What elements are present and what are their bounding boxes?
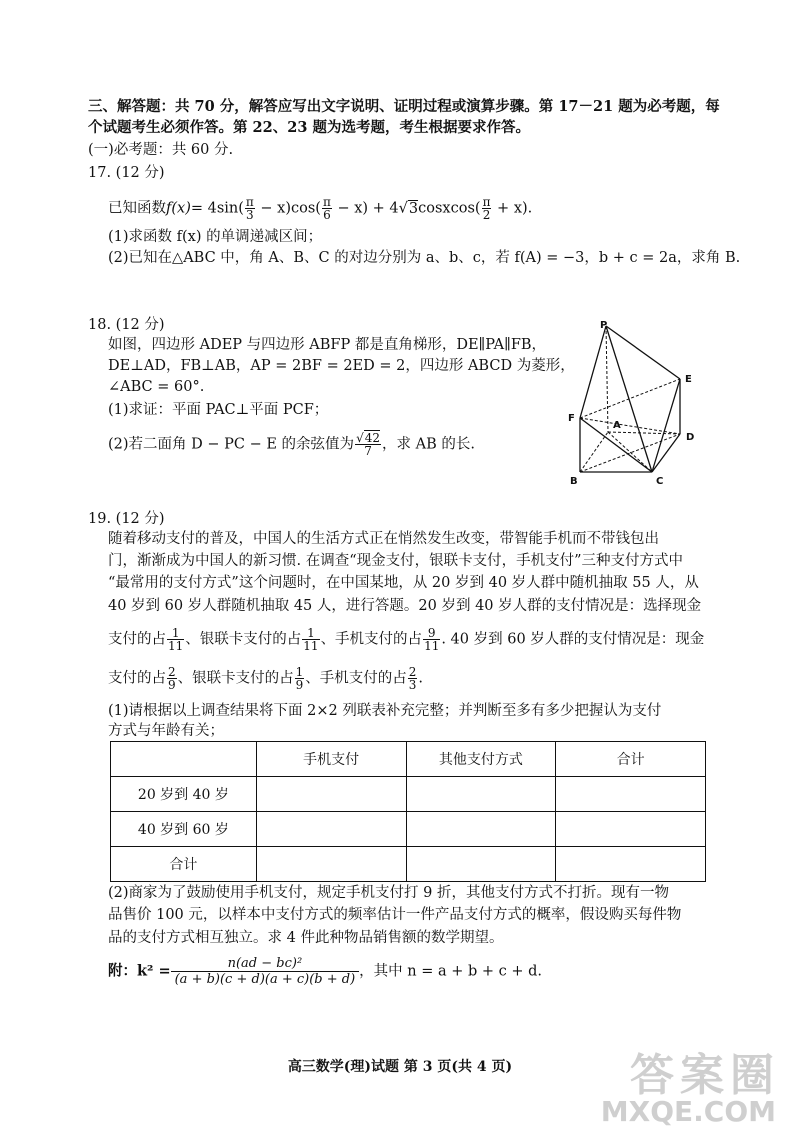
table-cell[interactable] <box>556 812 706 847</box>
q18-heading: 18. (12 分) <box>88 317 165 333</box>
label-A: A <box>613 420 621 431</box>
q17-eq-b: − x)cos( <box>255 200 321 217</box>
q17-sqrt3: 3 <box>408 200 419 217</box>
q19-formula <box>108 956 542 987</box>
q17-function: 已知函数f(x)= 4sin( $\frac{\pi}{3}$ − x)cos( $\frac{\pi}{6}$ − x) + 4√3cosxcos( $\frac{\pi}{2}$ + x). <box>108 195 533 222</box>
q17-eq-e: + x). <box>492 200 533 217</box>
table-header-cell: 手机支付 <box>256 742 406 777</box>
q19-part1-line2: 方式与年龄有关； <box>108 723 224 739</box>
q18-part2 <box>108 432 475 457</box>
q17-frac-pi-2: $\frac{\pi}{2}$ <box>482 195 491 222</box>
q18-line3: ∠ABC = 60°. <box>108 379 205 395</box>
q17-frac-pi-6: $\frac{\pi}{6}$ <box>322 195 331 222</box>
k-squared-fraction: $\frac{\text{n(ad − bc)²}}{(a + b)(c + d)(a + c)(b + d)}$ <box>171 956 360 987</box>
q17-heading: 17. (12 分) <box>88 165 165 181</box>
q18-part2-text-b: ，求 AB 的长. <box>382 436 475 453</box>
table-row <box>111 777 706 812</box>
q19-line6: 支付的占 $\frac{2}{9}$ 、银联卡支付的占 $\frac{1}{9}$ 、手机支付的占 $\frac{2}{3}$ . <box>108 665 424 692</box>
table-cell[interactable] <box>406 777 556 812</box>
q19-heading: 19. (12 分) <box>88 511 165 527</box>
watermark-url: MXQE.COM <box>600 1095 776 1128</box>
table-cell[interactable] <box>406 847 556 882</box>
edge-BA <box>580 432 608 472</box>
q19-part2-line3: 品的支付方式相互独立。求 4 件此种物品销售额的数学期望。 <box>108 930 504 946</box>
edge-PF <box>580 326 606 418</box>
q19-line5: 支付的占 $\frac{1}{11}$ 、银联卡支付的占 $\frac{1}{11}$ 、手机支付的占 $\frac{9}{11}$ . 40 岁到 60 岁人群的支付情况是：现金 <box>108 626 705 653</box>
label-B: B <box>570 476 578 487</box>
table-cell[interactable] <box>256 812 406 847</box>
q18-part2-text-a: (2)若二面角 D − PC − E 的余弦值为 <box>108 436 355 453</box>
edge-FE <box>580 379 680 418</box>
q19-line4: 40 岁到 60 岁人群随机抽取 45 人，进行答题。20 岁到 40 岁人群的支付情况是：选择现金 <box>108 598 702 614</box>
q18-line2: DE⊥AD，FB⊥AB，AP = 2BF = 2ED = 2，四边形 ABCD 为菱形， <box>108 358 575 374</box>
frac-9-11: $\frac{9}{11}$ <box>424 626 440 653</box>
label-E: E <box>685 374 692 385</box>
table-header-cell: 合计 <box>556 742 706 777</box>
label-P: P <box>600 320 608 331</box>
q18-cos-fraction: $\frac{√42}{7}$ <box>356 431 380 458</box>
table-cell[interactable] <box>556 847 706 882</box>
frac-1-11-b: $\frac{1}{11}$ <box>303 626 319 653</box>
q19-part1-line1: (1)请根据以上调查结果将下面 2×2 列联表补充完整；并判断至多有多少把握认为支付 <box>108 703 662 719</box>
q19-part2-line2: 品售价 100 元，以样本中支付方式的频率估计一件产品支付方式的概率，假设购买每件物 <box>108 907 682 923</box>
section-heading-line1: 三、解答题：共 70 分，解答应写出文字说明、证明过程或演算步骤。第 17－21 题为必考题，每 <box>88 98 720 115</box>
label-D: D <box>686 432 695 443</box>
q17-part2: (2)已知在△ABC 中，角 A、B、C 的对边分别为 a、b、c，若 f(A) = −3，b + c = 2a，求角 B. <box>108 250 741 266</box>
q19-part2-line1: (2)商家为了鼓励使用手机支付，规定手机支付打 9 折，其他支付方式不打折。现有一物 <box>108 885 669 901</box>
q17-given-text: 已知函数 <box>108 200 166 217</box>
q18-part1: (1)求证：平面 PAC⊥平面 PCF； <box>108 402 329 418</box>
q19-line2: 门，渐渐成为中国人的新习惯. 在调查“现金支付，银联卡支付，手机支付”三种支付方式中 <box>108 553 684 569</box>
watermark-logo <box>580 1039 790 1129</box>
q17-eq-c: − x) + 4 <box>332 200 399 217</box>
frac-2-9: $\frac{2}{9}$ <box>168 665 176 692</box>
table-header-cell <box>111 742 257 777</box>
q17-part1: (1)求函数 f(x) 的单调递减区间； <box>108 229 323 245</box>
edge-BD <box>580 434 680 472</box>
edge-PE <box>606 326 680 379</box>
table-row <box>111 812 706 847</box>
section-heading-line2: 个试题考生必须作答。第 22、23 题为选考题，考生根据要求作答。 <box>88 119 530 136</box>
table-cell[interactable] <box>256 847 406 882</box>
label-C: C <box>656 476 664 487</box>
q19-line1: 随着移动支付的普及，中国人的生活方式正在悄然发生改变，带智能手机而不带钱包出 <box>108 531 659 547</box>
table-header-row <box>111 742 706 777</box>
q17-eq-d: cosxcos( <box>418 200 481 217</box>
frac-2-3: $\frac{2}{3}$ <box>408 665 417 692</box>
section-part-label: (一)必考题：共 60 分. <box>88 142 234 158</box>
q17-frac-pi-3: $\frac{\pi}{3}$ <box>245 195 254 222</box>
table-cell[interactable] <box>406 812 556 847</box>
table-row-label: 20 岁到 40 岁 <box>111 777 257 812</box>
edge-PA <box>606 326 608 432</box>
table-cell[interactable] <box>256 777 406 812</box>
table-cell[interactable] <box>556 777 706 812</box>
contingency-table <box>110 741 706 882</box>
table-header-cell: 其他支付方式 <box>406 742 556 777</box>
table-row-label: 40 岁到 60 岁 <box>111 812 257 847</box>
formula-tail: ，其中 n = a + b + c + d. <box>359 963 543 980</box>
q18-line1: 如图，四边形 ADEP 与四边形 ABFP 都是直角梯形，DE∥PA∥FB， <box>108 337 547 353</box>
label-F: F <box>568 413 575 424</box>
q18-geometry-figure <box>562 318 702 490</box>
page-footer: 高三数学(理)试题 第 3 页(共 4 页) <box>287 1059 513 1075</box>
frac-1-9: $\frac{1}{9}$ <box>295 665 304 692</box>
formula-label: 附：k² = <box>108 962 171 980</box>
frac-1-11-a: $\frac{1}{11}$ <box>168 626 184 653</box>
q17-fx: f(x) <box>166 200 191 217</box>
q17-eq-a: = 4sin( <box>190 200 244 217</box>
watermark-text: 答案圈 <box>630 1050 780 1101</box>
table-row-label: 合计 <box>111 847 257 882</box>
table-row <box>111 847 706 882</box>
q19-line3: “最常用的支付方式”这个问题时，在中国某地，从 20 岁到 40 岁人群中随机抽取 55 人，从 <box>108 575 699 591</box>
edge-FD <box>580 418 680 434</box>
edge-EC <box>652 379 680 472</box>
